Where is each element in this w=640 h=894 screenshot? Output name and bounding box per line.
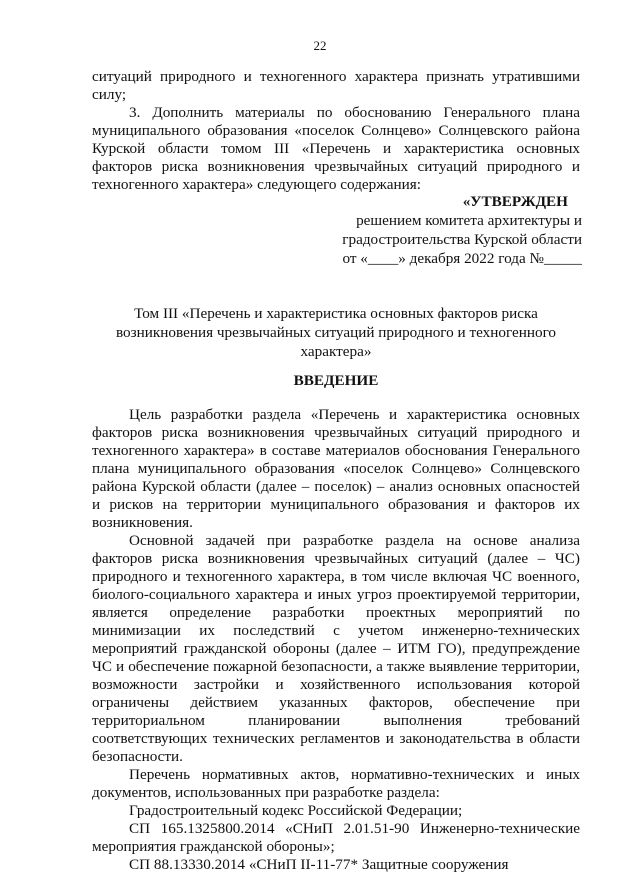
approval-line-3: от «____» декабря 2022 года №_____ (342, 250, 582, 267)
paragraph-continuation: ситуаций природного и техногенного характера признать утратившими силу; (92, 68, 580, 103)
approval-title: «УТВЕРЖДЕН (462, 193, 568, 210)
approval-line-2: градостроительства Курской области (342, 231, 582, 248)
page-number: 22 (313, 38, 327, 53)
approval-stamp (332, 192, 582, 268)
paragraph-main-task: Основной задачей при разработке раздела на основе анализа факторов риска возникновения чрезвычайных ситуаций (далее – ЧС) природного и техногенного характера, в том числе включая ЧС военного, биолого-социального характера и иных угроз проектируемой территории, является определение разработки проектных мероприятий по минимизации их последствий с учетом инженерно-технических мероприятий гражданской обороны (далее – ИТМ ГО), предупреждение ЧС и обеспечение пожарной безопасности, а также выявление территории, возможности застройки и хозяйственного использования которой ограничены действием указанных факторов, обеспечение при территориальном планировании выполнения требований соответствующих технических регламентов и законодательства в области безопасности. (92, 532, 580, 765)
approval-line-1: решением комитета архитектуры и (356, 212, 582, 229)
list-item-sp-88: СП 88.13330.2014 «СНиП II-11-77* Защитные сооружения (129, 856, 509, 873)
paragraph-purpose: Цель разработки раздела «Перечень и характеристика основных факторов риска возникновения чрезвычайных ситуаций природного и техногенного характера» в составе материалов обоснования Генерального плана муниципального образования «поселок Солнцево» Солнцевского района Курской области (далее – поселок) – анализ основных опасностей и рисков на территории муниципального образования и факторов их возникновения. (92, 406, 580, 531)
text-block-top (92, 68, 580, 194)
section-heading: ВВЕДЕНИЕ (293, 372, 379, 389)
list-item-urban-code: Градостроительный кодекс Российской Федерации; (129, 802, 463, 819)
volume-title: Том III «Перечень и характеристика основных факторов риска возникновения чрезвычайных ситуаций природного и техногенного характера» (115, 305, 557, 360)
paragraph-item-3: 3. Дополнить материалы по обоснованию Генерального плана муниципального образования «поселок Солнцево» Солнцевского района Курской области томом III «Перечень и характеристика основных факторов риска возникновения чрезвычайных ситуаций природного и техногенного характера» следующего содержания: (92, 104, 580, 193)
list-item-sp-165: СП 165.1325800.2014 «СНиП 2.01.51-90 Инженерно-технические мероприятия гражданской обороны»; (92, 820, 580, 855)
paragraph-normative-list: Перечень нормативных актов, нормативно-технических и иных документов, использованных при разработке раздела: (92, 766, 580, 801)
introduction-text (92, 406, 580, 874)
